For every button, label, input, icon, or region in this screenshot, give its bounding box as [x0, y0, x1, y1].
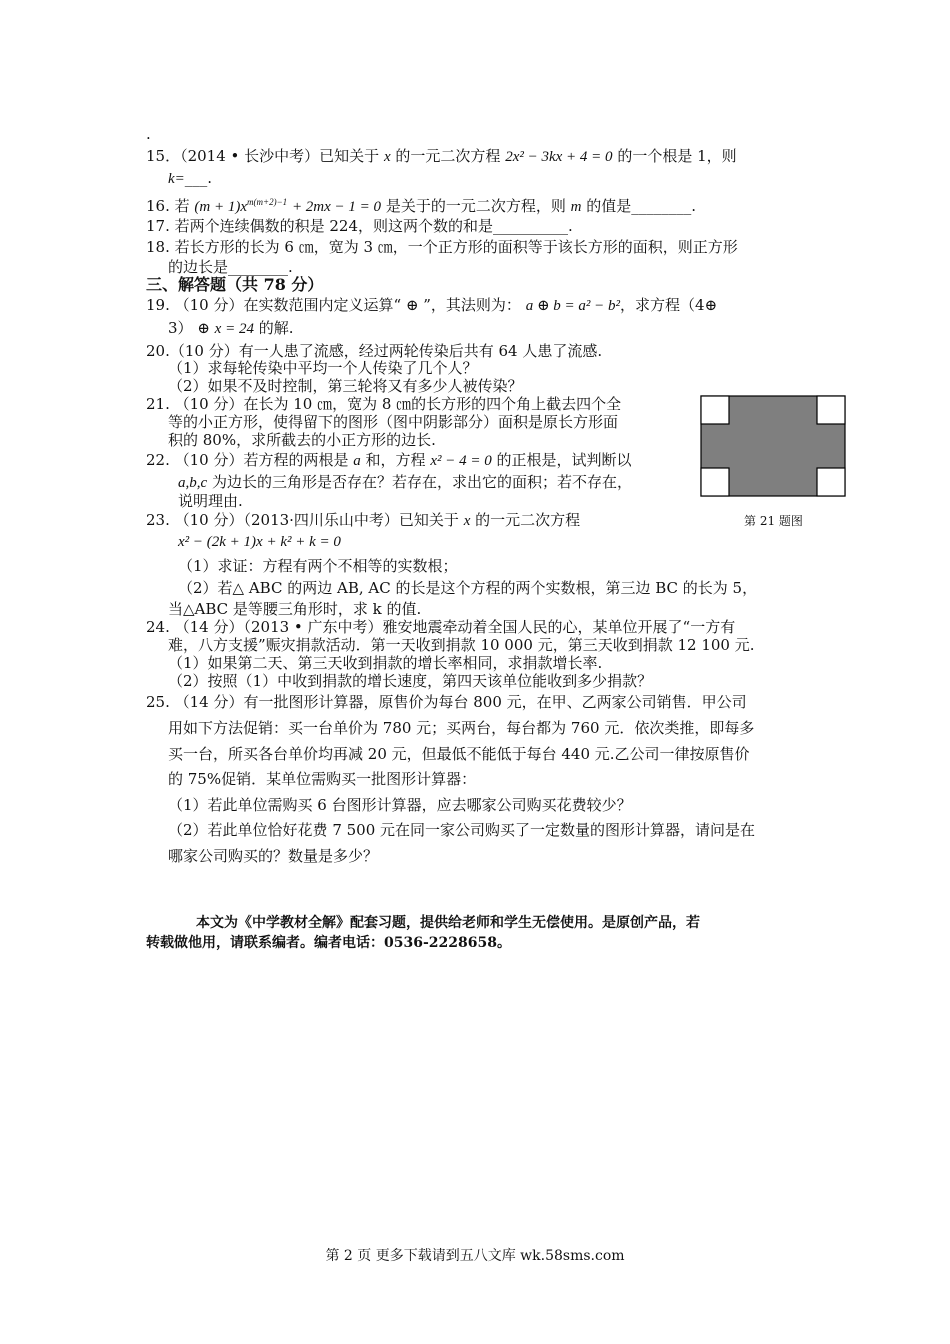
q22-var-a: a — [353, 453, 361, 469]
section-heading: 三、解答题（共 78 分） — [146, 275, 324, 294]
question-21-line2: 等的小正方形，使得留下的图形（图中阴影部分）面积是原长方形面 — [168, 413, 619, 431]
question-15-answer — [168, 168, 212, 189]
q16-var-m: m — [570, 199, 582, 215]
question-20-line3: （2）如果不及时控制，第三轮将又有多少人被传染？ — [168, 377, 523, 395]
q23-text-a: 23. （10 分）（2013·四川乐山中考）已知关于 — [146, 511, 459, 529]
q22-text-c: 的正根是，试判断以 — [496, 451, 632, 469]
q19-text-b: ，求方程（4⊕ — [620, 296, 718, 314]
question-17: 17. 若两个连续偶数的积是 224，则这两个数的和是__________. — [146, 217, 573, 235]
q19-text-c: 3） ⊕ — [168, 319, 210, 337]
question-22-line2 — [178, 472, 632, 493]
corner-square-top-left — [701, 396, 729, 424]
question-23-line3: （1）求证：方程有两个不相等的实数根； — [178, 557, 458, 575]
q19-equation: x = 24 — [214, 321, 254, 337]
question-21-line3: 积的 80%，求所截去的小正方形的边长. — [168, 431, 436, 449]
q23-var-x: x — [463, 513, 471, 529]
question-24-line3: （1）如果第二天、第三天收到捐款的增长率相同，求捐款增长率. — [168, 654, 603, 672]
question-24-line2: 难，八方支援”赈灾捐款活动．第一天收到捐款 10 000 元，第三天收到捐款 12 100 元. — [168, 636, 755, 654]
question-19-line1 — [146, 295, 717, 316]
copyright-notice-line1: 本文为《中学教材全解》配套习题，提供给老师和学生无偿使用。是原创产品，若 — [196, 915, 700, 931]
question-16 — [146, 192, 696, 217]
question-23-line4: （2）若△ ABC 的两边 AB, AC 的长是这个方程的两个实数根，第三边 BC 的长为 5， — [178, 579, 758, 597]
q22-text-d: 为边长的三角形是否存在？若存在，求出它的面积；若不存在， — [211, 473, 632, 491]
question-25-line4: 的 75%促销．某单位需购买一批图形计算器： — [168, 770, 477, 788]
figure-caption: 第 21 题图 — [744, 514, 803, 528]
question-18-line2: 的边长是________. — [168, 258, 293, 276]
q19-rule: a ⊕ b = a² − b² — [525, 298, 621, 314]
question-25-line7: 哪家公司购买的？数量是多少？ — [168, 847, 379, 865]
leading-dot: . — [146, 125, 151, 143]
q15-blank: ___. — [184, 169, 213, 187]
q22-equation: x² − 4 = 0 — [430, 453, 492, 469]
q22-text-b: 和，方程 — [365, 451, 426, 469]
question-25-line3: 买一台，所买各台单价均再减 20 元，但最低不能低于每台 440 元.乙公司一律按原售价 — [168, 745, 750, 763]
question-18-line1: 18. 若长方形的长为 6 ㎝，宽为 3 ㎝，一个正方形的面积等于该长方形的面积，则正方形 — [146, 238, 738, 256]
q19-text-a: 19. （10 分）在实数范围内定义运算“ ⊕ ”，其法则为： — [146, 296, 521, 314]
corner-square-top-right — [817, 396, 845, 424]
q22-vars: a,b,c — [178, 475, 208, 491]
q15-equation: 2x² − 3kx + 4 = 0 — [505, 149, 613, 165]
q15-text-b: 的一元二次方程 — [395, 147, 501, 165]
question-20-line2: （1）求每轮传染中平均一个人传染了几个人？ — [168, 359, 478, 377]
q16-exponent: m(m+2)−1 — [247, 197, 288, 207]
corner-square-bottom-right — [817, 468, 845, 496]
question-19-line2 — [168, 318, 294, 339]
q22-text-a: 22. （10 分）若方程的两根是 — [146, 451, 349, 469]
copyright-notice-line2: 转载做他用，请联系编者。编者电话：0536-2228658。 — [146, 935, 511, 951]
question-15 — [146, 146, 737, 167]
q23-text-b: 的一元二次方程 — [475, 511, 581, 529]
question-25-line5: （1）若此单位需购买 6 台图形计算器，应去哪家公司购买花费较少？ — [168, 796, 632, 814]
q19-text-d: 的解. — [258, 319, 294, 337]
q21-figure — [700, 395, 846, 497]
question-25-line1: 25. （14 分）有一批图形计算器，原售价为每台 800 元，在甲、乙两家公司销售．甲公司 — [146, 693, 747, 711]
question-24-line4: （2）按照（1）中收到捐款的增长速度，第四天该单位能收到多少捐款？ — [168, 672, 653, 690]
question-21-line1: 21. （10 分）在长为 10 ㎝，宽为 8 ㎝的长方形的四个角上截去四个全 — [146, 395, 622, 413]
question-22-line3: 说明理由. — [178, 492, 243, 510]
q16-text-c: 的值是________. — [586, 197, 697, 215]
question-24-line1: 24. （14 分）（2013 • 广东中考）雅安地震牵动着全国人民的心，某单位开展了“一方有 — [146, 618, 736, 636]
question-23-equation: x² − (2k + 1)x + k² + k = 0 — [178, 534, 341, 550]
question-25-line2: 用如下方法促销：买一台单价为 780 元；买两台，每台都为 760 元．依次类推，即每多 — [168, 719, 755, 737]
q16-eq-part1: (m + 1)x — [194, 199, 248, 215]
q16-text-b: 是关于的一元二次方程，则 — [385, 197, 566, 215]
question-23-line5: 当△ABC 是等腰三角形时，求 k 的值. — [168, 600, 422, 618]
q15-var-x: x — [383, 149, 391, 165]
q15-text-c: 的一个根是 1，则 — [617, 147, 737, 165]
q16-eq-part2: + 2mx − 1 = 0 — [291, 199, 382, 215]
corner-square-bottom-left — [701, 468, 729, 496]
question-22-line1 — [146, 450, 632, 471]
q15-text-a: 15．（2014 • 长沙中考）已知关于 — [146, 147, 380, 165]
question-20-line1: 20.（10 分）有一人患了流感，经过两轮传染后共有 64 人患了流感. — [146, 342, 603, 360]
q16-text-a: 16. 若 — [146, 197, 190, 215]
question-23-line1 — [146, 510, 580, 531]
q15-k-label: k= — [168, 171, 185, 187]
page-footer: 第 2 页 更多下载请到五八文库 wk.58sms.com — [325, 1248, 625, 1264]
question-25-line6: （2）若此单位恰好花费 7 500 元在同一家公司购买了一定数量的图形计算器，请问是在 — [168, 821, 756, 839]
